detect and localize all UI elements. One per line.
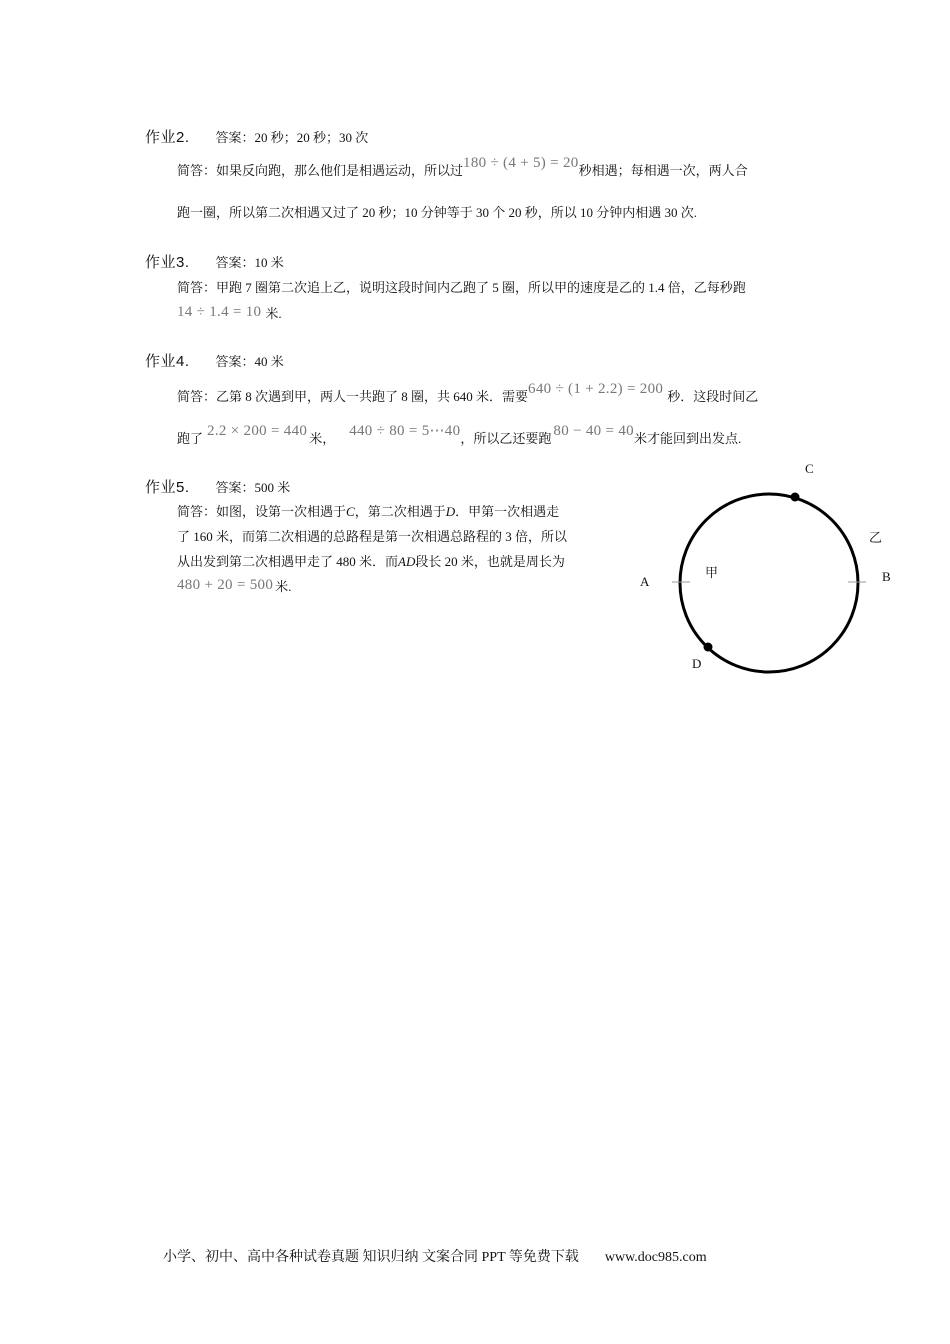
solution-text: ，第二次相遇于 (354, 504, 446, 519)
homework-3-heading (145, 251, 810, 272)
label-c: C (805, 461, 814, 476)
math-formula: 2.2 × 200 = 440 (207, 423, 308, 439)
segment-label: AD (398, 554, 416, 569)
solution-text: 秒相遇；每相遇一次，两人合 (578, 163, 748, 178)
solution-text: ．甲第一次相遇走 (455, 504, 560, 519)
homework-5 (145, 476, 635, 606)
footer-url[interactable]: www.doc985.com (604, 1250, 707, 1265)
math-formula: 440 ÷ 80 = 5⋯40 (349, 423, 461, 439)
solution-line (177, 303, 282, 323)
solution-line (177, 155, 748, 180)
solution-line (177, 277, 746, 296)
answer-text: 答案：20 秒；20 秒；30 次 (215, 130, 369, 145)
point-d-dot (704, 643, 713, 652)
solution-text: 米. (265, 306, 282, 321)
label-yi: 乙 (869, 530, 883, 545)
answer-text: 答案：40 米 (215, 354, 284, 369)
circular-track-figure (630, 455, 910, 690)
homework-title: 作业3. (145, 254, 190, 271)
homework-4-heading (145, 350, 810, 371)
homework-2-heading (145, 126, 810, 147)
solution-line (177, 202, 697, 221)
footer (163, 1246, 707, 1266)
homework-title: 作业5. (145, 479, 190, 496)
homework-2 (145, 126, 810, 226)
solution-text: 简答：甲跑 7 圈第二次追上乙，说明这段时间内乙跑了 5 圈，所以甲的速度是乙的 1.4 倍，乙每秒跑 (177, 280, 746, 295)
point-c-dot (791, 493, 800, 502)
solution-text: 跑了 (177, 431, 204, 446)
label-b: B (882, 569, 891, 584)
homework-title: 作业2. (145, 129, 190, 146)
solution-text: ，所以乙还要跑 (460, 431, 552, 446)
label-d: D (692, 656, 702, 671)
answer-text: 答案：500 米 (215, 480, 291, 495)
math-formula: 180 ÷ (4 + 5) = 20 (463, 155, 579, 171)
solution-line (177, 423, 742, 448)
math-formula: 640 ÷ (1 + 2.2) = 200 (528, 381, 664, 397)
homework-title: 作业4. (145, 353, 190, 370)
homework-5-heading (145, 476, 635, 497)
homework-4 (145, 350, 810, 450)
solution-line (177, 551, 565, 570)
math-formula: 14 ÷ 1.4 = 10 (177, 304, 262, 320)
solution-line (177, 526, 567, 545)
solution-text: 跑一圈，所以第二次相遇又过了 20 秒；10 分钟等于 30 个 20 秒，所以 10 分钟内相遇 30 次. (177, 205, 698, 220)
solution-line (177, 501, 559, 520)
solution-text: 从出发到第二次相遇甲走了 480 米．而 (177, 554, 399, 569)
label-jia: 甲 (705, 565, 719, 580)
solution-text: 了 160 米，而第二次相遇的总路程是第一次相遇总路程的 3 倍，所以 (177, 529, 568, 544)
math-formula: 80 − 40 = 40 (553, 423, 634, 439)
math-formula: 480 + 20 = 500 (177, 577, 274, 593)
solution-line (177, 576, 291, 596)
solution-text: 段长 20 米，也就是周长为 (415, 554, 565, 569)
solution-text: 简答：如图，设第一次相遇于 (177, 504, 347, 519)
solution-text: 简答：乙第 8 次遇到甲，两人一共跑了 8 圈，共 640 米．需要 (177, 389, 529, 404)
solution-text: 米才能回到出发点. (633, 431, 742, 446)
solution-line (177, 381, 759, 406)
solution-text: 简答：如果反向跑，那么他们是相遇运动，所以过 (177, 163, 464, 178)
point-label: C (346, 504, 355, 519)
footer-text: 小学、初中、高中各种试卷真题 知识归纳 文案合同 PPT 等免费下载 (163, 1250, 579, 1265)
point-label: D (445, 504, 456, 519)
solution-text: 米， (309, 431, 336, 446)
label-a: A (640, 574, 650, 589)
solution-text: 秒．这段时间乙 (667, 389, 759, 404)
solution-text: 米. (275, 579, 292, 594)
homework-3 (145, 251, 810, 331)
answer-text: 答案：10 米 (215, 255, 284, 270)
